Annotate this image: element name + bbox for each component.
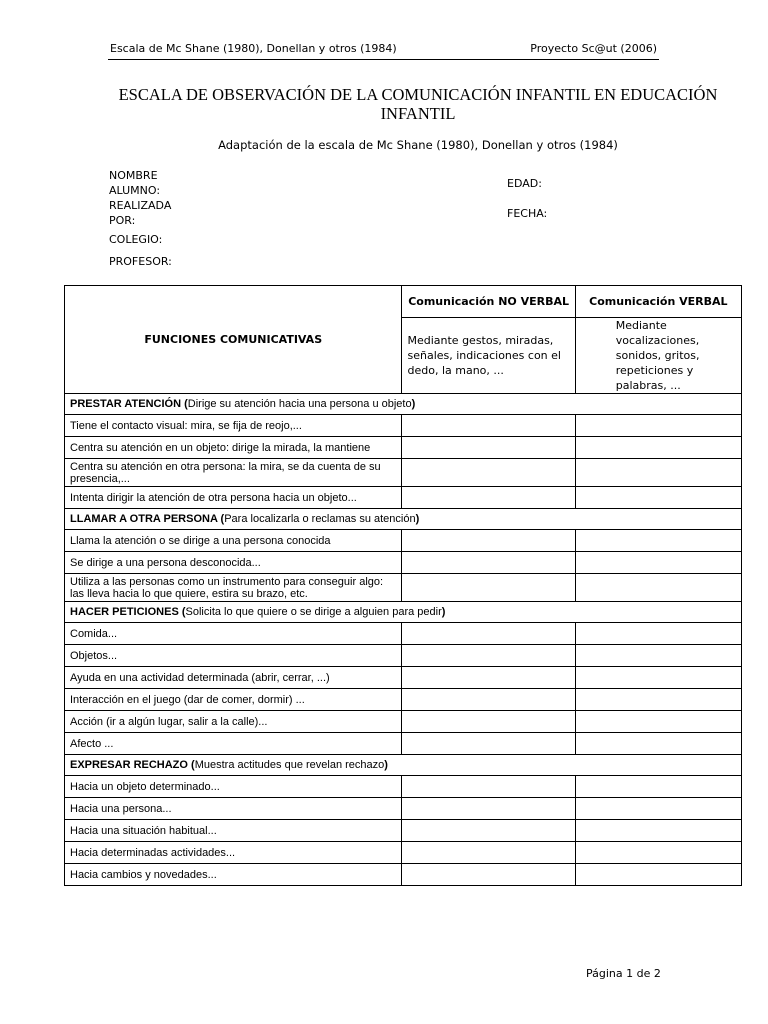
verbal-cell[interactable] bbox=[575, 415, 741, 437]
verbal-cell[interactable] bbox=[575, 645, 741, 667]
section-note: Dirige su atención hacia una persona u objeto bbox=[187, 398, 412, 410]
header-left-text: Escala de Mc Shane (1980), Donellan y otros (1984) bbox=[110, 42, 397, 55]
function-item: Hacia una situación habitual... bbox=[65, 820, 402, 842]
nonverbal-cell[interactable] bbox=[402, 459, 575, 487]
nonverbal-cell[interactable] bbox=[402, 623, 575, 645]
verbal-cell[interactable] bbox=[575, 530, 741, 552]
document-subtitle: Adaptación de la escala de Mc Shane (1980), Donellan y otros (1984) bbox=[218, 138, 618, 152]
section-title: PRESTAR ATENCIÓN bbox=[70, 398, 182, 410]
nonverbal-cell[interactable] bbox=[402, 487, 575, 509]
header-right-text: Proyecto Sc@ut (2006) bbox=[530, 42, 657, 55]
field-realizada-por: REALIZADA POR: bbox=[109, 199, 172, 227]
function-item: Hacia un objeto determinado... bbox=[65, 776, 402, 798]
section-row bbox=[65, 394, 742, 415]
table-row bbox=[65, 552, 742, 574]
verbal-cell[interactable] bbox=[575, 552, 741, 574]
header-nonverbal: Comunicación NO VERBAL bbox=[402, 286, 575, 318]
function-item: Centra su atención en un objeto: dirige la mirada, la mantiene bbox=[65, 437, 402, 459]
verbal-cell[interactable] bbox=[575, 733, 741, 755]
verbal-cell[interactable] bbox=[575, 798, 741, 820]
section-title: EXPRESAR RECHAZO bbox=[70, 759, 188, 771]
nonverbal-cell[interactable] bbox=[402, 530, 575, 552]
verbal-cell[interactable] bbox=[575, 864, 741, 886]
table-row bbox=[65, 645, 742, 667]
function-item: Hacia una persona... bbox=[65, 798, 402, 820]
page-footer: Página 1 de 2 bbox=[586, 967, 661, 980]
section-title: LLAMAR A OTRA PERSONA bbox=[70, 513, 218, 525]
table-row bbox=[65, 776, 742, 798]
section-note: Solicita lo que quiere o se dirige a alguien para pedir bbox=[185, 606, 442, 618]
section-row bbox=[65, 509, 742, 530]
table-row bbox=[65, 864, 742, 886]
section-title: HACER PETICIONES bbox=[70, 606, 179, 618]
section-close-paren: ) bbox=[441, 606, 446, 618]
section-close-paren: ) bbox=[415, 513, 420, 525]
function-item: Centra su atención en otra persona: la mira, se da cuenta de su presencia,... bbox=[65, 459, 402, 487]
table-row bbox=[65, 623, 742, 645]
section-row bbox=[65, 755, 742, 776]
function-item: Se dirige a una persona desconocida... bbox=[65, 552, 402, 574]
field-nombre-alumno: NOMBRE ALUMNO: bbox=[109, 169, 161, 197]
function-item: Utiliza a las personas como un instrumento para conseguir algo: las lleva hacia lo que quiere, estira su brazo, etc. bbox=[65, 574, 402, 602]
nonverbal-cell[interactable] bbox=[402, 574, 575, 602]
table-row bbox=[65, 689, 742, 711]
section-heading bbox=[65, 394, 742, 415]
nonverbal-cell[interactable] bbox=[402, 437, 575, 459]
section-note: Muestra actitudes que revelan rechazo bbox=[194, 759, 385, 771]
table-row bbox=[65, 667, 742, 689]
header-verbal: Comunicación VERBAL bbox=[575, 286, 741, 318]
function-item: Llama la atención o se dirige a una persona conocida bbox=[65, 530, 402, 552]
desc-verbal: Mediante vocalizaciones, sonidos, gritos, repeticiones y palabras, ... bbox=[575, 318, 741, 394]
page-header bbox=[108, 41, 659, 60]
section-heading bbox=[65, 509, 742, 530]
verbal-cell[interactable] bbox=[575, 487, 741, 509]
section-open-paren: ( bbox=[187, 759, 195, 771]
section-close-paren: ) bbox=[384, 759, 388, 771]
verbal-cell[interactable] bbox=[575, 574, 741, 602]
function-item: Intenta dirigir la atención de otra persona hacia un objeto... bbox=[65, 487, 402, 509]
nonverbal-cell[interactable] bbox=[402, 820, 575, 842]
nonverbal-cell[interactable] bbox=[402, 667, 575, 689]
nonverbal-cell[interactable] bbox=[402, 733, 575, 755]
table-row bbox=[65, 415, 742, 437]
table-row bbox=[65, 820, 742, 842]
nonverbal-cell[interactable] bbox=[402, 645, 575, 667]
table-row bbox=[65, 530, 742, 552]
section-close-paren: ) bbox=[411, 398, 416, 410]
nonverbal-cell[interactable] bbox=[402, 689, 575, 711]
desc-nonverbal: Mediante gestos, miradas, señales, indicaciones con el dedo, la mano, ... bbox=[402, 318, 575, 394]
function-item: Hacia determinadas actividades... bbox=[65, 842, 402, 864]
table-row bbox=[65, 798, 742, 820]
observation-table bbox=[64, 285, 742, 886]
section-row bbox=[65, 602, 742, 623]
table-row bbox=[65, 437, 742, 459]
verbal-cell[interactable] bbox=[575, 820, 741, 842]
nonverbal-cell[interactable] bbox=[402, 552, 575, 574]
nonverbal-cell[interactable] bbox=[402, 711, 575, 733]
verbal-cell[interactable] bbox=[575, 689, 741, 711]
verbal-cell[interactable] bbox=[575, 842, 741, 864]
verbal-cell[interactable] bbox=[575, 459, 741, 487]
field-profesor: PROFESOR: bbox=[109, 255, 172, 268]
nonverbal-cell[interactable] bbox=[402, 776, 575, 798]
field-colegio: COLEGIO: bbox=[109, 233, 163, 246]
table-row bbox=[65, 459, 742, 487]
function-item: Comida... bbox=[65, 623, 402, 645]
verbal-cell[interactable] bbox=[575, 437, 741, 459]
table-row bbox=[65, 574, 742, 602]
nonverbal-cell[interactable] bbox=[402, 864, 575, 886]
section-open-paren: ( bbox=[181, 398, 188, 410]
function-item: Hacia cambios y novedades... bbox=[65, 864, 402, 886]
header-functions: FUNCIONES COMUNICATIVAS bbox=[65, 286, 402, 394]
table-row bbox=[65, 711, 742, 733]
field-edad: EDAD: bbox=[507, 177, 542, 190]
nonverbal-cell[interactable] bbox=[402, 798, 575, 820]
function-item: Ayuda en una actividad determinada (abrir, cerrar, ...) bbox=[65, 667, 402, 689]
field-fecha: FECHA: bbox=[507, 207, 548, 220]
section-note: Para localizarla o reclamas su atención bbox=[224, 513, 416, 525]
function-item: Acción (ir a algún lugar, salir a la calle)... bbox=[65, 711, 402, 733]
nonverbal-cell[interactable] bbox=[402, 415, 575, 437]
table-row bbox=[65, 733, 742, 755]
function-item: Interacción en el juego (dar de comer, dormir) ... bbox=[65, 689, 402, 711]
section-heading bbox=[65, 602, 742, 623]
table-row bbox=[65, 487, 742, 509]
nonverbal-cell[interactable] bbox=[402, 842, 575, 864]
verbal-cell[interactable] bbox=[575, 711, 741, 733]
verbal-cell[interactable] bbox=[575, 623, 741, 645]
document-title: ESCALA DE OBSERVACIÓN DE LA COMUNICACIÓN INFANTIL EN EDUCACIÓN INFANTIL bbox=[118, 85, 718, 123]
function-item: Objetos... bbox=[65, 645, 402, 667]
section-open-paren: ( bbox=[178, 606, 186, 618]
verbal-cell[interactable] bbox=[575, 776, 741, 798]
section-open-paren: ( bbox=[217, 513, 225, 525]
section-heading bbox=[65, 755, 742, 776]
verbal-cell[interactable] bbox=[575, 667, 741, 689]
table-row bbox=[65, 842, 742, 864]
function-item: Tiene el contacto visual: mira, se fija de reojo,... bbox=[65, 415, 402, 437]
function-item: Afecto ... bbox=[65, 733, 402, 755]
